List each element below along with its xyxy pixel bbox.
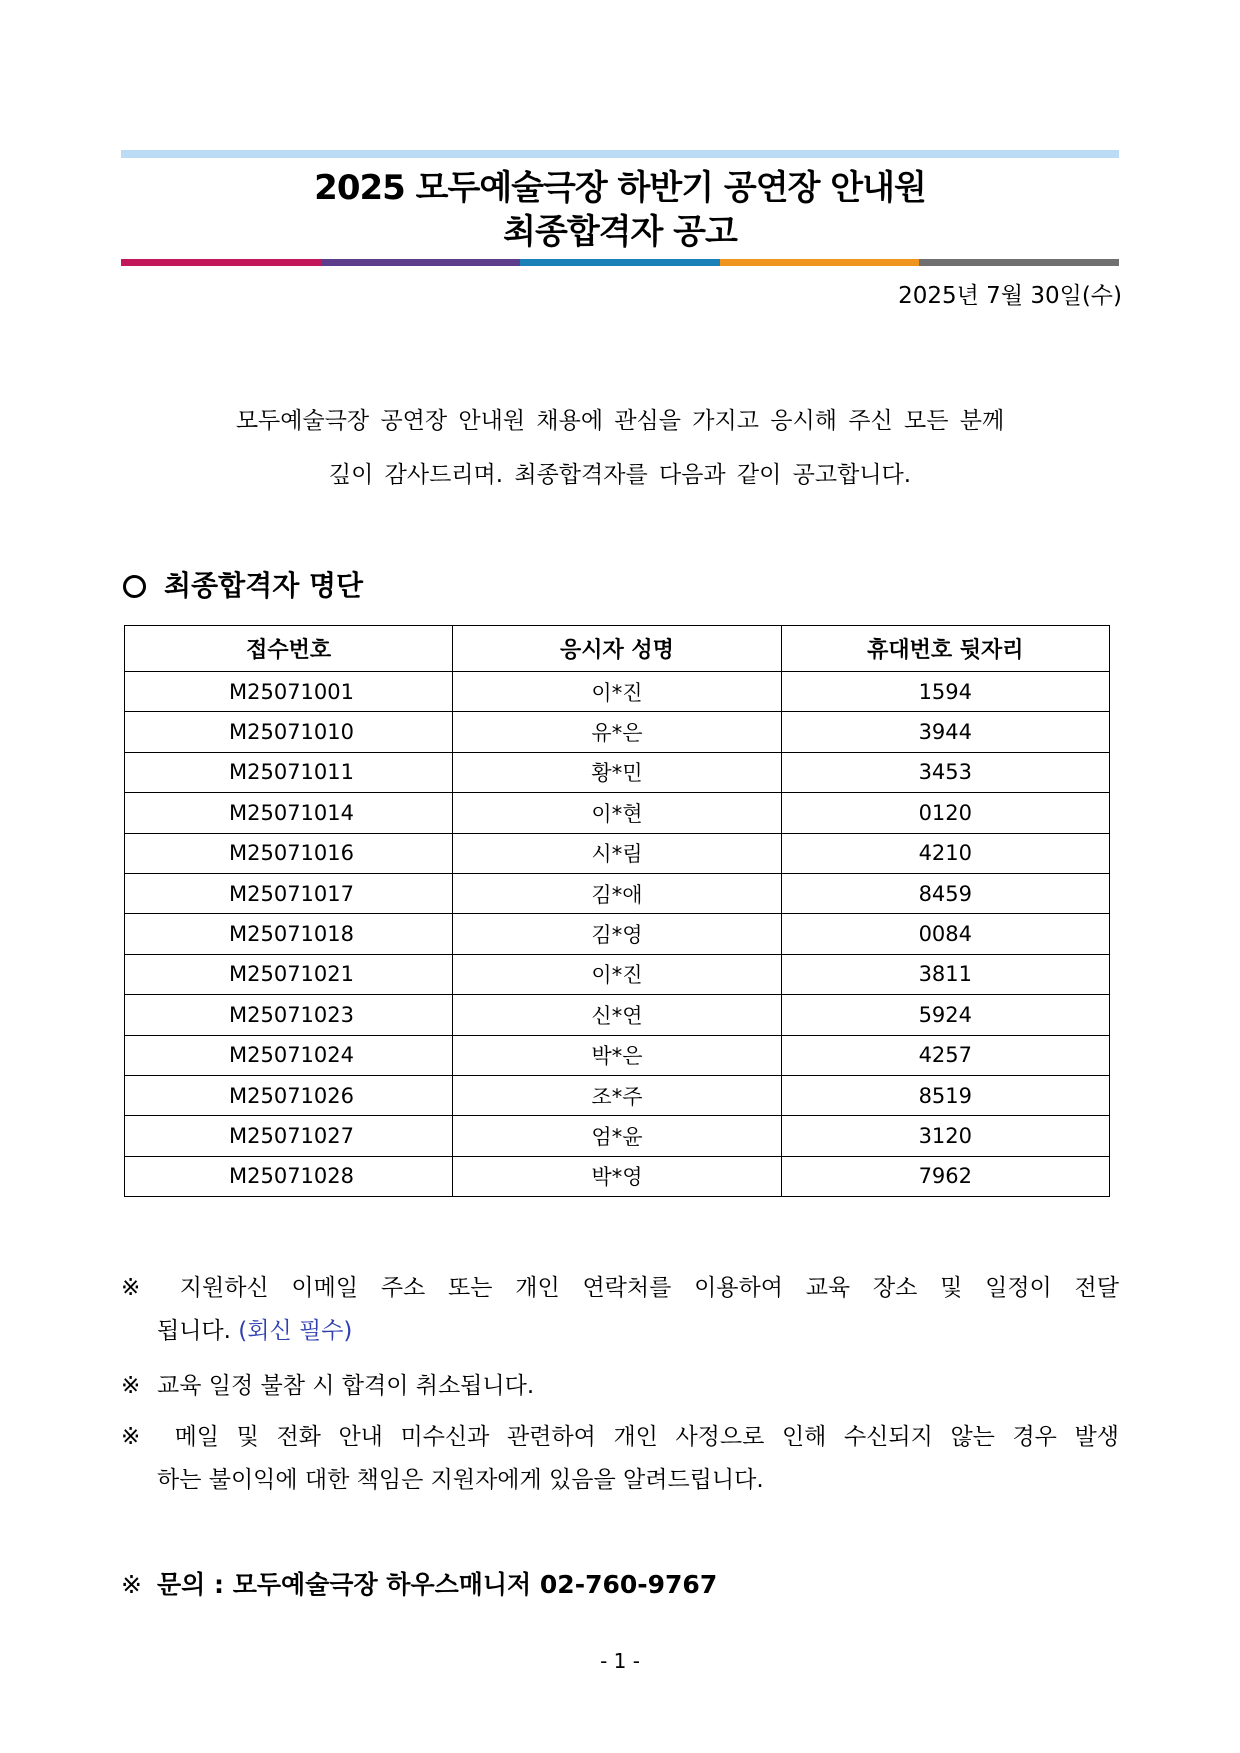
phone-suffix-cell: 8459 [781, 873, 1109, 913]
strip-segment [720, 259, 920, 266]
applicant-name-cell: 유*은 [453, 712, 781, 752]
applicant-name-cell: 이*진 [453, 672, 781, 712]
note-word: 이용하여 [694, 1275, 783, 1301]
note-word: 교육 [805, 1275, 851, 1301]
table-row [125, 752, 1110, 792]
application-number-cell: M25071001 [125, 672, 453, 712]
note-line [121, 1267, 1119, 1310]
phone-suffix-cell: 3811 [781, 954, 1109, 994]
intro-text-line2: 깊이 감사드리며. 최종합격자를 다음과 같이 공고합니다. [328, 462, 912, 488]
contact-info [121, 1567, 717, 1603]
applicant-name-cell: 조*주 [453, 1075, 781, 1115]
color-strip-divider [121, 259, 1119, 266]
final-applicants-table [124, 625, 1110, 1197]
note-text: 교육 일정 불참 시 합격이 취소됩니다. [157, 1373, 535, 1399]
note-word: 수신되지 [843, 1424, 933, 1450]
note-word: 관련하여 [506, 1424, 596, 1450]
applicant-name-cell: 이*진 [453, 954, 781, 994]
table-body [125, 672, 1110, 1197]
note-education-notice [121, 1267, 1119, 1353]
note-word: 경우 [1012, 1424, 1057, 1450]
phone-suffix-cell: 4257 [781, 1035, 1109, 1075]
table-row [125, 1116, 1110, 1156]
strip-segment [919, 259, 1119, 266]
table-row [125, 833, 1110, 873]
top-accent-bar [121, 150, 1119, 158]
contact-text: 문의 : 모두예술극장 하우스매니저 02-760-9767 [157, 1570, 718, 1599]
note-word: 전달 [1074, 1275, 1119, 1301]
note-word: 또는 [448, 1275, 493, 1301]
note-absence-cancel [121, 1365, 1119, 1408]
applicant-name-cell: 김*영 [453, 914, 781, 954]
note-word: 일정이 [985, 1275, 1052, 1301]
application-number-cell: M25071017 [125, 873, 453, 913]
table-row [125, 712, 1110, 752]
table-header-row [125, 626, 1110, 672]
header-phone-suffix: 휴대번호 뒷자리 [781, 626, 1109, 672]
application-number-cell: M25071024 [125, 1035, 453, 1075]
table-row [125, 672, 1110, 712]
phone-suffix-cell: 4210 [781, 833, 1109, 873]
reference-mark: ※ [121, 1570, 142, 1599]
note-word: 메일 [174, 1424, 220, 1450]
reference-mark: ※ [121, 1373, 141, 1399]
note-word: 주소 [380, 1275, 426, 1301]
phone-suffix-cell: 0120 [781, 793, 1109, 833]
table-row [125, 914, 1110, 954]
table-row [125, 954, 1110, 994]
table-row [125, 1035, 1110, 1075]
section-heading [121, 566, 363, 606]
phone-suffix-cell: 3120 [781, 1116, 1109, 1156]
note-word: 미수신과 [400, 1424, 490, 1450]
note-word: 발생 [1074, 1424, 1119, 1450]
applicant-name-cell: 박*은 [453, 1035, 781, 1075]
header-applicant-name: 응시자 성명 [453, 626, 781, 672]
application-number-cell: M25071028 [125, 1156, 453, 1196]
note-word: 연락처를 [582, 1275, 672, 1301]
circle-icon [123, 575, 146, 598]
strip-segment [121, 259, 321, 266]
applicant-name-cell: 시*림 [453, 833, 781, 873]
applicant-name-cell: 박*영 [453, 1156, 781, 1196]
note-text: 됩니다. [157, 1318, 231, 1344]
note-word: 인해 [781, 1424, 827, 1450]
phone-suffix-cell: 3944 [781, 712, 1109, 752]
note-word: 않는 [950, 1424, 995, 1450]
phone-suffix-cell: 7962 [781, 1156, 1109, 1196]
note-word: 지원하신 [179, 1275, 269, 1301]
note-word: 개인 [613, 1424, 658, 1450]
announcement-date: 2025년 7월 30일(수) [898, 283, 1122, 309]
section-heading-text: 최종합격자 명단 [164, 569, 364, 602]
reply-required-text: (회신 필수) [238, 1318, 353, 1344]
note-word: 이메일 [291, 1275, 359, 1301]
note-word: 및 [940, 1275, 963, 1301]
application-number-cell: M25071021 [125, 954, 453, 994]
application-number-cell: M25071010 [125, 712, 453, 752]
note-word: 장소 [872, 1275, 918, 1301]
table-row [125, 1075, 1110, 1115]
table-row [125, 793, 1110, 833]
note-word: 개인 [515, 1275, 560, 1301]
note-word: 안내 [338, 1424, 383, 1450]
reference-mark: ※ [121, 1275, 141, 1301]
table-row [125, 995, 1110, 1035]
phone-suffix-cell: 1594 [781, 672, 1109, 712]
note-word: 전화 [276, 1424, 321, 1450]
application-number-cell: M25071023 [125, 995, 453, 1035]
application-number-cell: M25071027 [125, 1116, 453, 1156]
application-number-cell: M25071018 [125, 914, 453, 954]
phone-suffix-cell: 8519 [781, 1075, 1109, 1115]
phone-suffix-cell: 5924 [781, 995, 1109, 1035]
note-text: 하는 불이익에 대한 책임은 지원자에게 있음을 알려드립니다. [157, 1467, 764, 1493]
applicant-name-cell: 이*현 [453, 793, 781, 833]
application-number-cell: M25071026 [125, 1075, 453, 1115]
phone-suffix-cell: 3453 [781, 752, 1109, 792]
application-number-cell: M25071014 [125, 793, 453, 833]
header-application-number: 접수번호 [125, 626, 453, 672]
page-number: - 1 - [600, 1649, 640, 1673]
note-responsibility [121, 1416, 1119, 1502]
reference-mark: ※ [121, 1424, 141, 1450]
page-title-line1: 2025 모두예술극장 하반기 공연장 안내원 [314, 168, 926, 208]
page-title-line2: 최종합격자 공고 [503, 212, 737, 252]
note-word: 사정으로 [675, 1424, 765, 1450]
note-line [121, 1416, 1119, 1459]
application-number-cell: M25071011 [125, 752, 453, 792]
applicant-name-cell: 김*애 [453, 873, 781, 913]
table-row [125, 873, 1110, 913]
applicant-name-cell: 황*민 [453, 752, 781, 792]
strip-segment [321, 259, 521, 266]
table-row [125, 1156, 1110, 1196]
note-word: 및 [236, 1424, 259, 1450]
strip-segment [520, 259, 720, 266]
application-number-cell: M25071016 [125, 833, 453, 873]
applicant-name-cell: 엄*윤 [453, 1116, 781, 1156]
phone-suffix-cell: 0084 [781, 914, 1109, 954]
note-line [121, 1310, 1119, 1353]
applicant-name-cell: 신*연 [453, 995, 781, 1035]
intro-text-line1: 모두예술극장 공연장 안내원 채용에 관심을 가지고 응시해 주신 모든 분께 [235, 408, 1005, 434]
